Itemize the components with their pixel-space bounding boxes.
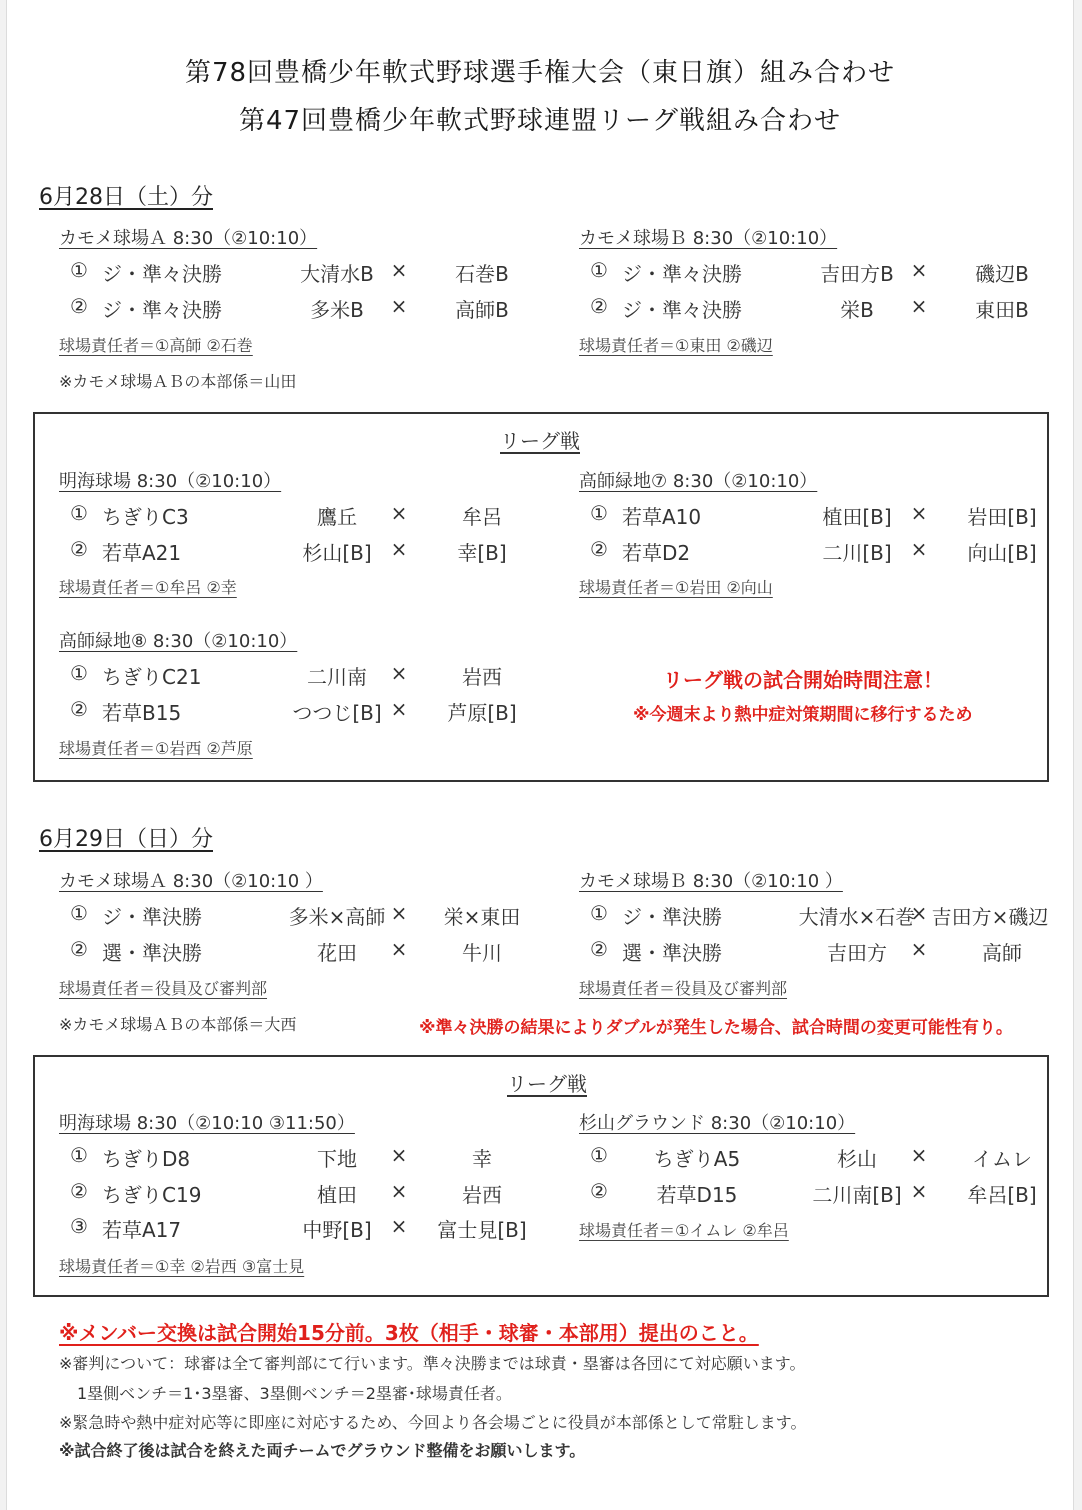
game-row [62,661,532,687]
day2-venue-b-manager: 球場責任者＝役員及び審判部 [579,979,788,998]
bench-note: 1塁側ベンチ＝1･3塁審、3塁側ベンチ＝2塁審･球場責任者。 [77,1384,512,1403]
day1-venue-b-name: カモメ球場Ｂ 8:30（②10:10） [579,228,838,249]
game-no: ① [590,258,608,282]
home-team: 鷹丘 [317,505,357,529]
double-header-note: ※準々決勝の結果によりダブルが発生した場合、試合時間の変更可能性有り。 [419,1018,1013,1038]
away-team: 牟呂[B] [967,1183,1037,1207]
home-team: 杉山 [837,1147,877,1171]
sub-title: 第47回豊橋少年軟式野球連盟リーグ戦組み合わせ [238,106,842,136]
day2-sugiyama-name: 杉山グラウンド 8:30（②10:10） [579,1113,856,1134]
game-no: ② [590,937,608,961]
game-division: ジ・準々決勝 [622,298,742,322]
away-team: イムレ [972,1147,1032,1171]
day1-venue-a-manager: 球場責任者＝①高師 ②石巻 [59,336,253,355]
vs-mark: × [390,937,408,961]
document-page [6,0,1074,1510]
game-no: ② [590,537,608,561]
vs-mark: × [390,537,408,561]
day1-takashi8-manager: 球場責任者＝①岩西 ②芦原 [59,739,253,758]
away-team: 富士見[B] [437,1218,527,1242]
away-team: 高師B [455,298,509,322]
day1-meikai-name: 明海球場 8:30（②10:10） [59,471,282,492]
home-team: 中野[B] [302,1218,372,1242]
game-no: ② [70,294,88,318]
home-team: 二川南[B] [812,1183,902,1207]
day1-venue-a-name: カモメ球場Ａ 8:30（②10:10） [59,228,318,249]
day1-takashi7-manager: 球場責任者＝①岩田 ②向山 [579,578,773,597]
away-team: 向山[B] [967,541,1037,565]
away-team: 岩田[B] [967,505,1037,529]
game-division: ちぎりC19 [102,1183,202,1207]
away-team: 栄×東田 [443,905,521,929]
game-division: ジ・準々決勝 [102,262,222,286]
away-team: 石巻B [455,262,509,286]
game-division: 若草A17 [102,1218,182,1242]
game-row [62,1179,532,1205]
game-no: ① [70,1143,88,1167]
home-team: 二川南 [307,665,367,689]
away-team: 牛川 [462,941,502,965]
vs-mark: × [390,697,408,721]
home-team: 吉田方B [820,262,894,286]
game-division: ちぎりD8 [102,1147,191,1171]
day2-meikai-name: 明海球場 8:30（②10:10 ③11:50） [59,1113,355,1134]
game-division: ジ・準決勝 [102,905,202,929]
home-team: 大清水×石巻 [798,905,916,929]
game-no: ① [70,258,88,282]
game-division: 選・準決勝 [102,941,202,965]
away-team: 吉田方×磯辺 [931,905,1049,929]
away-team: 牟呂 [462,505,502,529]
ground-maintenance-note: ※試合終了後は試合を終えた両チームでグラウンド整備をお願いします。 [59,1441,586,1460]
home-team: 二川[B] [822,541,892,565]
game-division: ちぎりC3 [102,505,189,529]
vs-mark: × [910,258,928,282]
vs-mark: × [390,1214,408,1238]
home-team: 多米B [310,298,364,322]
day2-venue-b-name: カモメ球場Ｂ 8:30（②10:10 ） [579,871,843,892]
game-row [62,258,532,284]
game-no: ② [70,937,88,961]
home-team: 吉田方 [827,941,887,965]
away-team: 東田B [975,298,1029,322]
game-row [582,1143,1052,1169]
day1-takashi8-name: 高師緑地⑧ 8:30（②10:10） [59,631,298,652]
game-row [582,937,1052,963]
game-row [62,937,532,963]
game-row [62,294,532,320]
game-row [582,1179,1052,1205]
vs-mark: × [390,501,408,525]
day1-league-title: リーグ戦 [500,429,580,453]
game-division: 若草D2 [622,541,691,565]
game-division: ジ・準々決勝 [622,262,742,286]
member-exchange-note: ※メンバー交換は試合開始15分前。3枚（相手・球審・本部用）提出のこと。 [59,1321,759,1345]
away-team: 幸[B] [457,541,507,565]
day2-league-title: リーグ戦 [507,1072,587,1096]
home-team: 栄B [840,298,874,322]
game-row [62,501,532,527]
home-team: 植田 [317,1183,357,1207]
vs-mark: × [390,661,408,685]
game-no: ① [70,661,88,685]
day2-date: 6月29日（日）分 [39,827,213,852]
game-row [582,537,1052,563]
day2-venue-a-manager: 球場責任者＝役員及び審判部 [59,979,268,998]
main-title: 第78回豊橋少年軟式野球選手権大会（東日旗）組み合わせ [184,58,896,88]
game-no: ② [590,294,608,318]
game-no: ① [590,501,608,525]
vs-mark: × [390,294,408,318]
game-no: ① [70,901,88,925]
vs-mark: × [910,501,928,525]
game-no: ① [590,901,608,925]
vs-mark: × [910,937,928,961]
home-team: 花田 [317,941,357,965]
game-row [62,697,532,723]
home-team: 多米×高師 [288,905,386,929]
game-division: ちぎりA5 [653,1147,741,1171]
day2-meikai-manager: 球場責任者＝①幸 ②岩西 ③富士見 [59,1257,305,1276]
day1-hq-note: ※カモメ球場ＡＢの本部係＝山田 [59,372,297,391]
away-team: 高師 [982,941,1022,965]
game-division: ジ・準々決勝 [102,298,222,322]
game-row [582,901,1062,927]
vs-mark: × [910,537,928,561]
officer-note: ※緊急時や熱中症対応等に即座に対応するため、今回より各会場ごとに役員が本部係として常駐します。 [59,1413,807,1432]
league-time-warning-sub: ※今週末より熱中症対策期間に移行するため [633,705,973,725]
day2-venue-a-name: カモメ球場Ａ 8:30（②10:10 ） [59,871,323,892]
home-team: 大清水B [300,262,374,286]
away-team: 磯辺B [975,262,1029,286]
game-division: 若草B15 [102,701,182,725]
day1-takashi7-name: 高師緑地⑦ 8:30（②10:10） [579,471,818,492]
game-no: ② [70,537,88,561]
vs-mark: × [390,258,408,282]
game-row [582,294,1052,320]
league-time-warning: リーグ戦の試合開始時間注意！ [663,668,943,692]
game-no: ① [590,1143,608,1167]
away-team: 岩西 [462,1183,502,1207]
away-team: 幸 [472,1147,492,1171]
day2-sugiyama-manager: 球場責任者＝①イムレ ②牟呂 [579,1221,789,1240]
game-no: ② [70,1179,88,1203]
game-division: 選・準決勝 [622,941,722,965]
home-team: 杉山[B] [302,541,372,565]
vs-mark: × [390,1143,408,1167]
vs-mark: × [390,901,408,925]
vs-mark: × [390,1179,408,1203]
game-row [582,258,1052,284]
home-team: つつじ[B] [292,701,382,725]
game-row [582,501,1052,527]
vs-mark: × [910,901,928,925]
game-no: ① [70,501,88,525]
vs-mark: × [910,1143,928,1167]
game-no: ② [70,697,88,721]
game-division: 若草A10 [622,505,702,529]
game-row [62,537,532,563]
home-team: 植田[B] [822,505,892,529]
day1-venue-b-manager: 球場責任者＝①東田 ②磯辺 [579,336,773,355]
day2-hq-note: ※カモメ球場ＡＢの本部係＝大西 [59,1015,297,1034]
home-team: 下地 [317,1147,357,1171]
vs-mark: × [910,1179,928,1203]
game-row [62,1143,532,1169]
game-no: ② [590,1179,608,1203]
game-division: 若草A21 [102,541,182,565]
day1-meikai-manager: 球場責任者＝①牟呂 ②幸 [59,578,237,597]
game-row [62,1214,532,1240]
umpire-note: ※審判について：球審は全て審判部にて行います。準々決勝までは球責・塁審は各団にて対応願います。 [59,1354,806,1373]
game-no: ③ [70,1214,88,1238]
game-division: ジ・準決勝 [622,905,722,929]
vs-mark: × [910,294,928,318]
away-team: 芦原[B] [447,701,517,725]
game-division: 若草D15 [656,1183,738,1207]
day1-date: 6月28日（土）分 [39,185,213,210]
game-row [62,901,532,927]
game-division: ちぎりC21 [102,665,202,689]
away-team: 岩西 [462,665,502,689]
